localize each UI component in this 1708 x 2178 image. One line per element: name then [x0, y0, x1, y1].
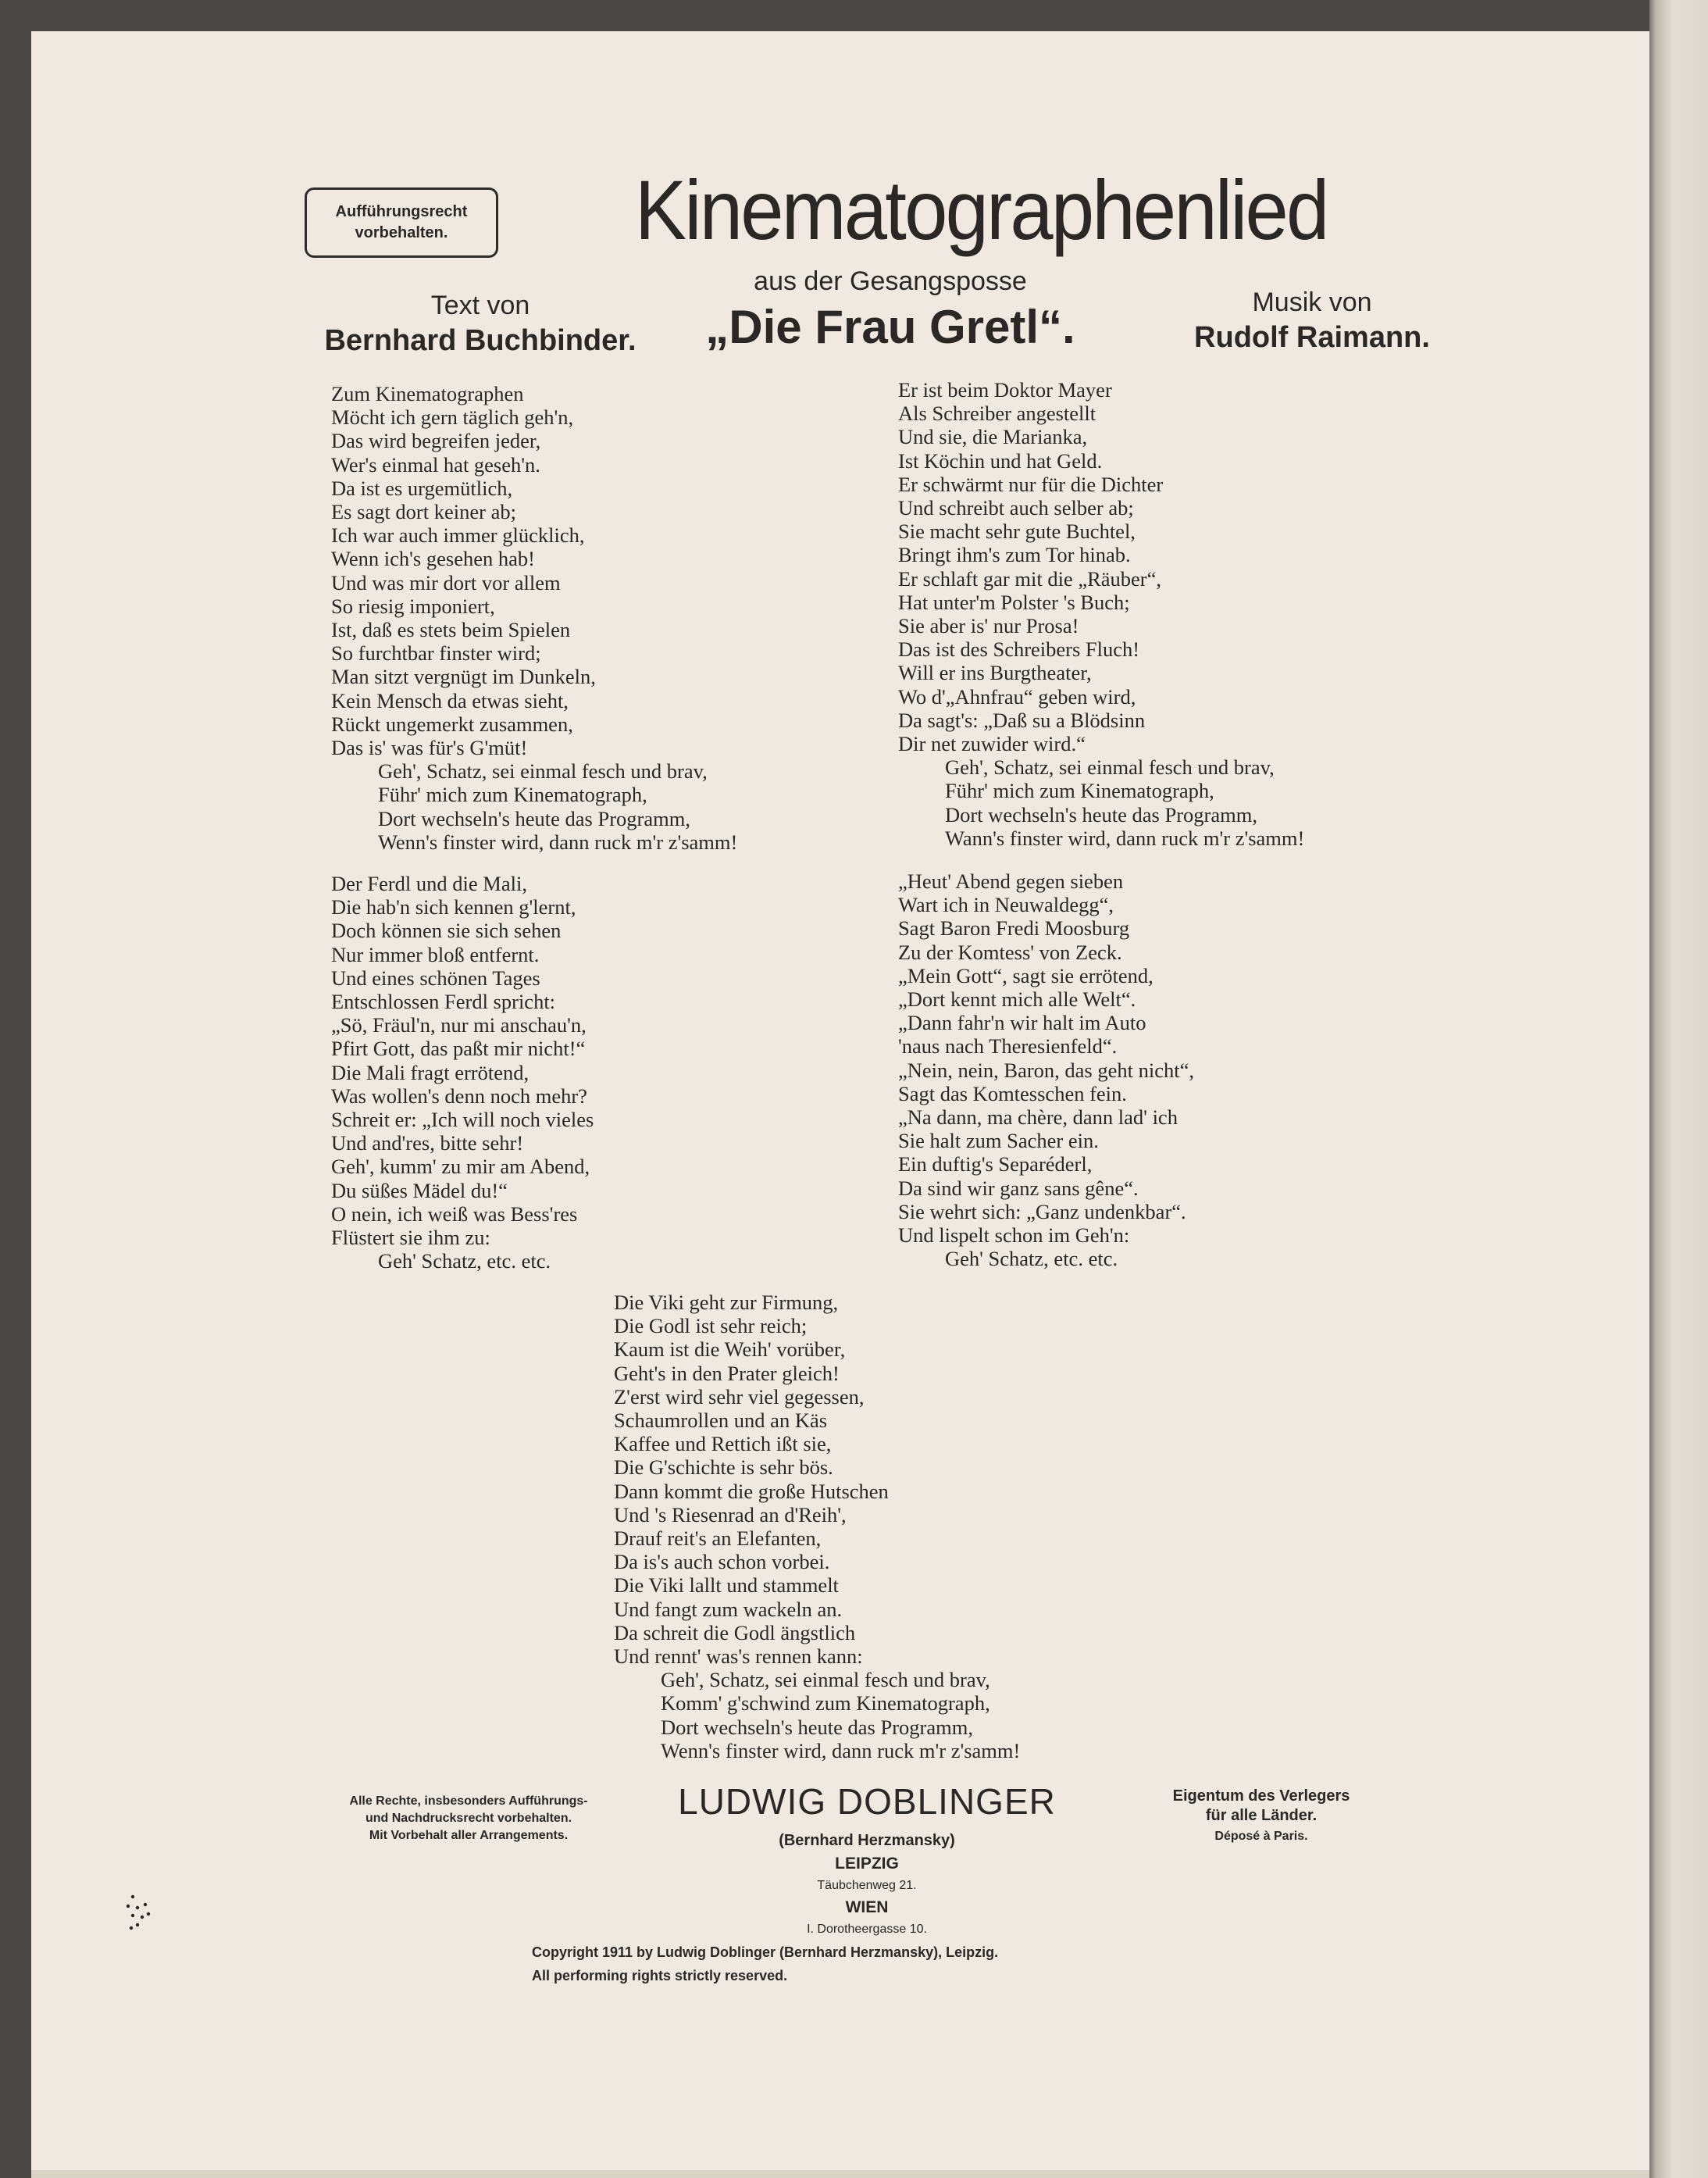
lyric-line: Er schwärmt nur für die Dichter — [898, 472, 1164, 496]
lyric-line: Nur immer bloß entfernt. — [331, 942, 540, 966]
lyric-line: Zum Kinematographen — [331, 382, 524, 405]
lyric-line: „Dort kennt mich alle Welt“. — [898, 987, 1136, 1012]
refrain-line: Geh', Schatz, sei einmal fesch und brav, — [661, 1668, 990, 1692]
copyright-notice — [532, 1941, 1235, 1987]
refrain-line: Dort wechseln's heute das Programm, — [661, 1715, 973, 1739]
publisher-city-wien: WIEN — [845, 1898, 889, 1916]
lyric-line: Das is' was für's G'müt! — [331, 736, 528, 760]
publisher-address-wien: I. Dorotheergasse 10. — [807, 1923, 927, 1936]
refrain-line: Geh', Schatz, sei einmal fesch und brav, — [378, 759, 708, 784]
lyric-line: Kaffee und Rettich ißt sie, — [614, 1432, 832, 1456]
rights-line: Mit Vorbehalt aller Arrangements. — [369, 1829, 569, 1842]
copyright-line: All performing rights strictly reserved. — [532, 1968, 788, 1983]
lyric-line: Doch können sie sich sehen — [331, 919, 562, 943]
lyric-line: Die Godl ist sehr reich; — [614, 1314, 808, 1338]
lyric-line: Die Viki geht zur Firmung, — [614, 1291, 839, 1314]
lyric-line: Die G'schichte is sehr bös. — [614, 1455, 833, 1480]
lyric-line: Geht's in den Prater gleich! — [614, 1361, 840, 1385]
refrain-line: Wann's finster wird, dann ruck m'r z'samm! — [945, 826, 1305, 850]
lyric-line: Die hab'n sich kennen g'lernt, — [331, 895, 576, 919]
lyric-line: Bringt ihm's zum Tor hinab. — [898, 543, 1131, 567]
lyric-line: So riesig imponiert, — [331, 594, 495, 618]
lyric-line: O nein, ich weiß was Bess'res — [331, 1201, 578, 1226]
lyric-line: Möcht ich gern täglich geh'n, — [331, 405, 574, 430]
refrain-line: Dort wechseln's heute das Programm, — [378, 806, 690, 830]
lyric-line: Und sie, die Marianka, — [898, 425, 1088, 449]
lyric-line: Ist, daß es stets beim Spielen — [331, 618, 571, 642]
publisher-city-leipzig: LEIPZIG — [835, 1855, 899, 1873]
refrain-line: Führ' mich zum Kinematograph, — [945, 779, 1214, 803]
lyric-line: „Na dann, ma chère, dann lad' ich — [898, 1105, 1178, 1130]
lyric-line: Was wollen's denn noch mehr? — [331, 1084, 587, 1108]
lyric-line: Wo d'„Ahnfrau“ geben wird, — [898, 684, 1136, 709]
stanza-2 — [898, 378, 1304, 850]
depose-line: Déposé à Paris. — [1214, 1830, 1308, 1843]
lyric-line: Und was mir dort vor allem — [331, 570, 561, 594]
lyric-line: Sagt Baron Fredi Moosburg — [898, 916, 1130, 941]
page-bottom-edge — [31, 2170, 1649, 2178]
lyric-line: Zu der Komtess' von Zeck. — [898, 940, 1122, 964]
refrain-line: Geh', Schatz, sei einmal fesch und brav, — [945, 755, 1275, 780]
property-line: Eigentum des Verlegers — [1172, 1787, 1350, 1805]
play-title: „Die Frau Gretl“. — [705, 301, 1075, 353]
song-title: Kinematographenlied — [634, 162, 1328, 257]
lyricist-label: Text von — [430, 291, 530, 320]
lyric-line: Da sagt's: „Daß su a Blödsinn — [898, 708, 1146, 732]
stanza-5 — [614, 1291, 1020, 1762]
refrain-line: Wenn's finster wird, dann ruck m'r z'samm! — [378, 830, 738, 854]
lyric-line: Wart ich in Neuwaldegg“, — [898, 893, 1114, 917]
refrain-line: Geh' Schatz, etc. etc. — [378, 1249, 551, 1273]
lyric-line: Und 's Riesenrad an d'Reih', — [614, 1502, 847, 1526]
lyric-line: Und rennt' was's rennen kann: — [614, 1644, 863, 1669]
lyric-line: Da is's auch schon vorbei. — [614, 1550, 830, 1574]
lyric-line: Dann kommt die große Hutschen — [614, 1479, 889, 1503]
lyric-line: Die Viki lallt und stammelt — [614, 1573, 839, 1598]
refrain-line: Wenn's finster wird, dann ruck m'r z'samm! — [661, 1738, 1021, 1762]
notice-line: vorbehalten. — [355, 224, 448, 241]
lyric-line: Ein duftig's Separéderl, — [898, 1152, 1093, 1176]
lyric-line: Man sitzt vergnügt im Dunkeln, — [331, 665, 596, 689]
lyric-line: Kaum ist die Weih' vorüber, — [614, 1337, 846, 1362]
lyric-line: Er ist beim Doktor Mayer — [898, 378, 1112, 402]
lyric-line: So furchtbar finster wird; — [331, 641, 541, 666]
lyric-line: „Dann fahr'n wir halt im Auto — [898, 1011, 1146, 1035]
lyric-line: Das ist des Schreibers Fluch! — [898, 637, 1140, 662]
lyric-line: „Mein Gott“, sagt sie errötend, — [898, 963, 1154, 987]
lyric-line: Es sagt dort keiner ab; — [331, 500, 516, 524]
property-line: für alle Länder. — [1205, 1807, 1318, 1824]
refrain-line: Geh' Schatz, etc. etc. — [945, 1247, 1118, 1271]
lyric-line: „Nein, nein, Baron, das geht nicht“, — [898, 1058, 1194, 1082]
lyric-line: Da schreit die Godl ängstlich — [614, 1620, 856, 1644]
refrain-line: Führ' mich zum Kinematograph, — [378, 783, 647, 807]
publisher-block — [625, 1780, 1109, 1941]
lyric-line: Als Schreiber angestellt — [898, 402, 1096, 426]
lyric-line: Drauf reit's an Elefanten, — [614, 1526, 822, 1551]
lyric-line: Die Mali fragt errötend, — [331, 1060, 530, 1084]
rights-line: Alle Rechte, insbesonders Aufführungs- — [349, 1794, 588, 1808]
lyric-line: Sie macht sehr gute Buchtel, — [898, 520, 1136, 544]
lyric-line: Da sind wir ganz sans gêne“. — [898, 1176, 1139, 1200]
lyric-line: „Sö, Fräul'n, nur mi anschau'n, — [331, 1013, 587, 1037]
next-page-edge — [1649, 0, 1708, 2178]
lyric-line: Pfirt Gott, das paßt mir nicht!“ — [331, 1037, 586, 1061]
lyric-line: Der Ferdl und die Mali, — [331, 872, 527, 895]
lyric-line: Flüstert sie ihm zu: — [331, 1226, 490, 1250]
lyric-line: Dir net zuwider wird.“ — [898, 732, 1086, 756]
rights-reserved-notice — [320, 1793, 617, 1844]
lyric-line: Will er ins Burgtheater, — [898, 661, 1092, 685]
lyric-line: Sie wehrt sich: „Ganz undenkbar“. — [898, 1199, 1186, 1223]
composer-label: Musik von — [1252, 287, 1372, 317]
lyric-line: Schaumrollen und an Käs — [614, 1409, 828, 1433]
lyric-line: Sie halt zum Sacher ein. — [898, 1129, 1099, 1153]
refrain-line: Komm' g'schwind zum Kinematograph, — [661, 1691, 990, 1716]
composer-credit — [1156, 286, 1468, 356]
lyric-line: Du süßes Mädel du!“ — [331, 1178, 508, 1202]
composer-name: Rudolf Raimann. — [1194, 321, 1430, 354]
lyricist-credit — [301, 289, 660, 359]
stanza-3 — [331, 872, 594, 1273]
lyric-line: Er schlaft gar mit die „Räuber“, — [898, 566, 1161, 591]
lyric-line: Da ist es urgemütlich, — [331, 476, 513, 500]
lyric-line: Schreit er: „Ich will noch vieles — [331, 1108, 594, 1132]
lyric-line: Sie aber is' nur Prosa! — [898, 614, 1079, 638]
lyric-line: Und fangt zum wackeln an. — [614, 1597, 843, 1621]
printer-dot-marks — [125, 1891, 172, 1937]
lyric-line: Und eines schönen Tages — [331, 966, 540, 990]
lyric-line: Und lispelt schon im Geh'n: — [898, 1223, 1130, 1248]
subtitle: aus der Gesangsposse — [754, 266, 1027, 296]
lyric-line: Wer's einmal hat geseh'n. — [331, 452, 540, 477]
stanza-1 — [331, 382, 737, 854]
refrain-line: Dort wechseln's heute das Programm, — [945, 802, 1257, 827]
copyright-line: Copyright 1911 by Ludwig Doblinger (Bernhard Herzmansky), Leipzig. — [532, 1944, 999, 1960]
stanza-4 — [898, 869, 1194, 1270]
lyric-line: Geh', kumm' zu mir am Abend, — [331, 1155, 590, 1179]
publisher-name: LUDWIG DOBLINGER — [678, 1781, 1056, 1822]
lyric-line: Ist Köchin und hat Geld. — [898, 448, 1103, 473]
lyric-line: Hat unter'm Polster 's Buch; — [898, 590, 1130, 614]
lyric-line: Und and'res, bitte sehr! — [331, 1131, 524, 1155]
publisher-parenthetical: (Bernhard Herzmansky) — [779, 1832, 955, 1849]
lyric-line: Und schreibt auch selber ab; — [898, 496, 1134, 520]
lyric-line: Wenn ich's gesehen hab! — [331, 547, 535, 571]
lyric-line: „Heut' Abend gegen sieben — [898, 869, 1124, 893]
lyric-line: Ich war auch immer glücklich, — [331, 523, 585, 548]
lyric-line: 'naus nach Theresienfeld“. — [898, 1034, 1118, 1059]
lyric-line: Rückt ungemerkt zusammen, — [331, 712, 573, 736]
notice-line: Aufführungsrecht — [335, 203, 468, 220]
lyricist-name: Bernhard Buchbinder. — [324, 324, 636, 357]
publisher-address-leipzig: Täubchenweg 21. — [817, 1879, 917, 1892]
lyric-line: Kein Mensch da etwas sieht, — [331, 688, 569, 712]
lyric-line: Entschlossen Ferdl spricht: — [331, 990, 556, 1014]
lyric-line: Sagt das Komtesschen fein. — [898, 1081, 1127, 1105]
rights-line: und Nachdrucksrecht vorbehalten. — [365, 1812, 572, 1825]
lyric-line: Z'erst wird sehr viel gegessen, — [614, 1384, 865, 1409]
lyric-line: Das wird begreifen jeder, — [331, 429, 541, 453]
publisher-property-notice — [1144, 1787, 1378, 1848]
